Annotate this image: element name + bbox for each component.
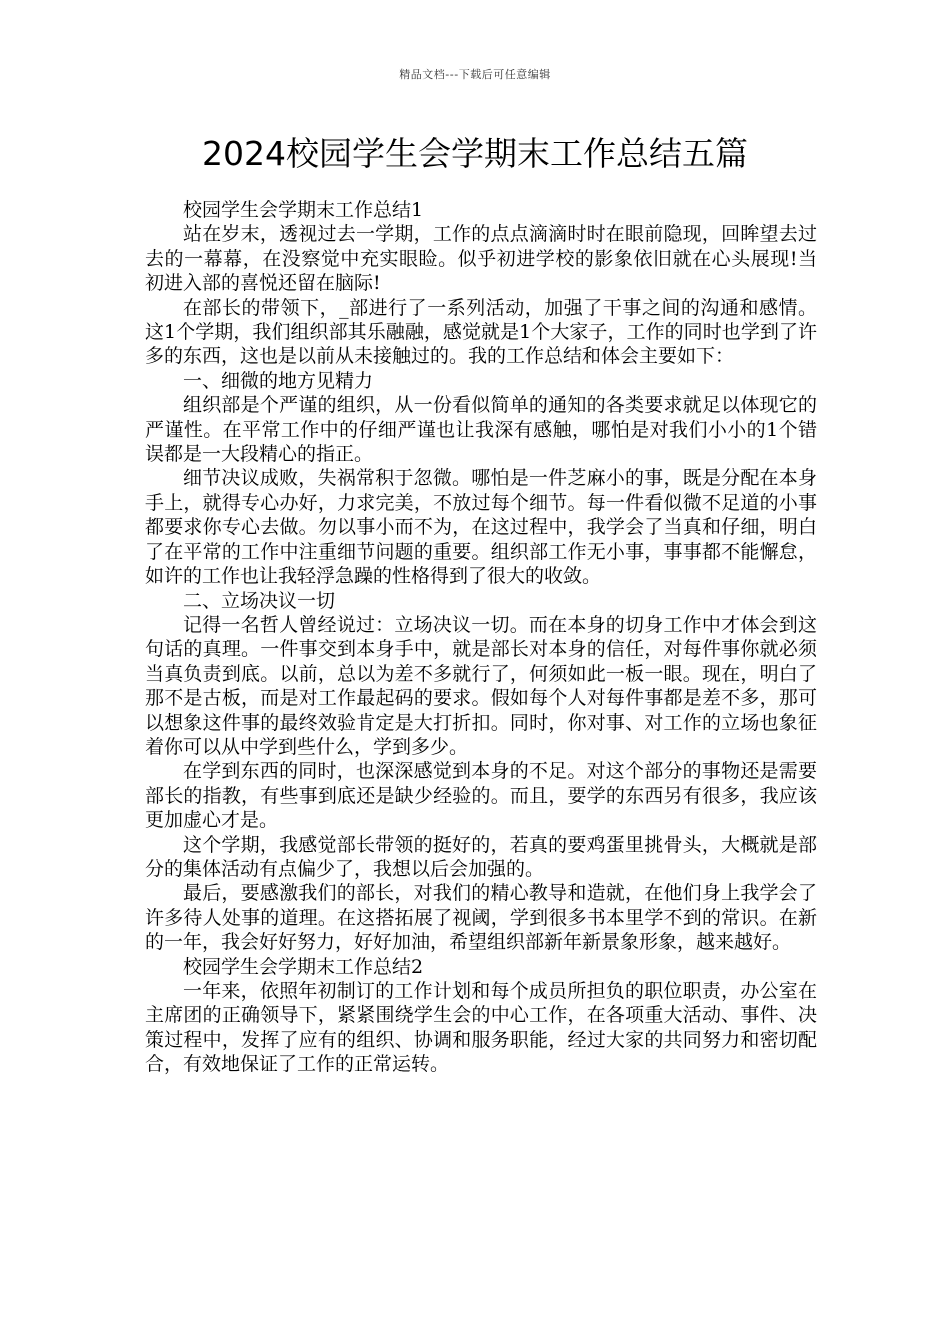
paragraph: 一年来，依照年初制订的工作计划和每个成员所担负的职位职责，办公室在主席团的正确领导下，紧紧围绕学生会的中心工作，在各项重大活动、事件、决策过程中，发挥了应有的组织、协调和服务职能，经过大家的共同努力和密切配合，有效地保证了工作的正常运转。 [145, 980, 817, 1076]
paragraph: 细节决议成败，失祸常积于忽微。哪怕是一件芝麻小的事，既是分配在本身手上，就得专心办好，力求完美，不放过每个细节。每一件看似微不足道的小事都要求你专心去做。勿以事小而不为，在这过程中，我学会了当真和仔细，明白了在平常的工作中注重细节问题的重要。组织部工作无小事，事事都不能懈怠，如许的工作也让我轻浮急躁的性格得到了很大的收敛。 [145, 467, 817, 588]
paragraph: 最后，要感激我们的部长，对我们的精心教导和造就，在他们身上我学会了许多待人处事的道理。在这搭拓展了视阈，学到很多书本里学不到的常识。在新的一年，我会好好努力，好好加油，希望组织部新年新景象形象，越来越好。 [145, 882, 817, 954]
paragraph: 在部长的带领下，_部进行了一系列活动，加强了干事之间的沟通和感情。这1个学期，我们组织部其乐融融，感觉就是1个大家子，工作的同时也学到了许多的东西，这也是以前从未接触过的。我的工作总结和体会主要如下： [145, 296, 817, 368]
section-heading: 校园学生会学期末工作总结2 [183, 955, 424, 978]
document-body [145, 198, 817, 1077]
paragraph: 组织部是个严谨的组织，从一份看似简单的通知的各类要求就足以体现它的严谨性。在平常工作中的仔细严谨也让我深有感触，哪怕是对我们小小的1个错误都是一大段精心的指正。 [145, 394, 817, 466]
subsection-heading: 二、立场决议一切 [183, 589, 336, 612]
document-title: 2024校园学生会学期末工作总结五篇 [202, 134, 748, 173]
paragraph: 站在岁末，透视过去一学期，工作的点点滴滴时时在眼前隐现，回眸望去过去的一幕幕，在没察觉中充实眼睑。似乎初进学校的影象依旧就在心头展现!当初进入部的喜悦还留在脑际! [145, 223, 817, 295]
section-heading: 校园学生会学期末工作总结1 [183, 199, 424, 221]
paragraph: 在学到东西的同时，也深深感觉到本身的不足。对这个部分的事物还是需要部长的指教，有些事到底还是缺少经验的。而且，要学的东西另有很多，我应该更加虚心才是。 [145, 760, 817, 832]
header-note: 精品文档---下载后可任意编辑 [399, 68, 551, 81]
paragraph: 记得一名哲人曾经说过：立场决议一切。而在本身的切身工作中才体会到这句话的真理。一件事交到本身手中，就是部长对本身的信任，对每件事你就必须当真负责到底。以前，总以为差不多就行了，何须如此一板一眼。现在，明白了那不是古板，而是对工作最起码的要求。假如每个人对每件事都是差不多，那可以想象这件事的最终效验肯定是大打折扣。同时，你对事、对工作的立场也象征着你可以从中学到些什么，学到多少。 [145, 613, 817, 758]
paragraph: 这个学期，我感觉部长带领的挺好的，若真的要鸡蛋里挑骨头，大概就是部分的集体活动有点偏少了，我想以后会加强的。 [145, 833, 817, 880]
subsection-heading: 一、细微的地方见精力 [183, 369, 374, 392]
